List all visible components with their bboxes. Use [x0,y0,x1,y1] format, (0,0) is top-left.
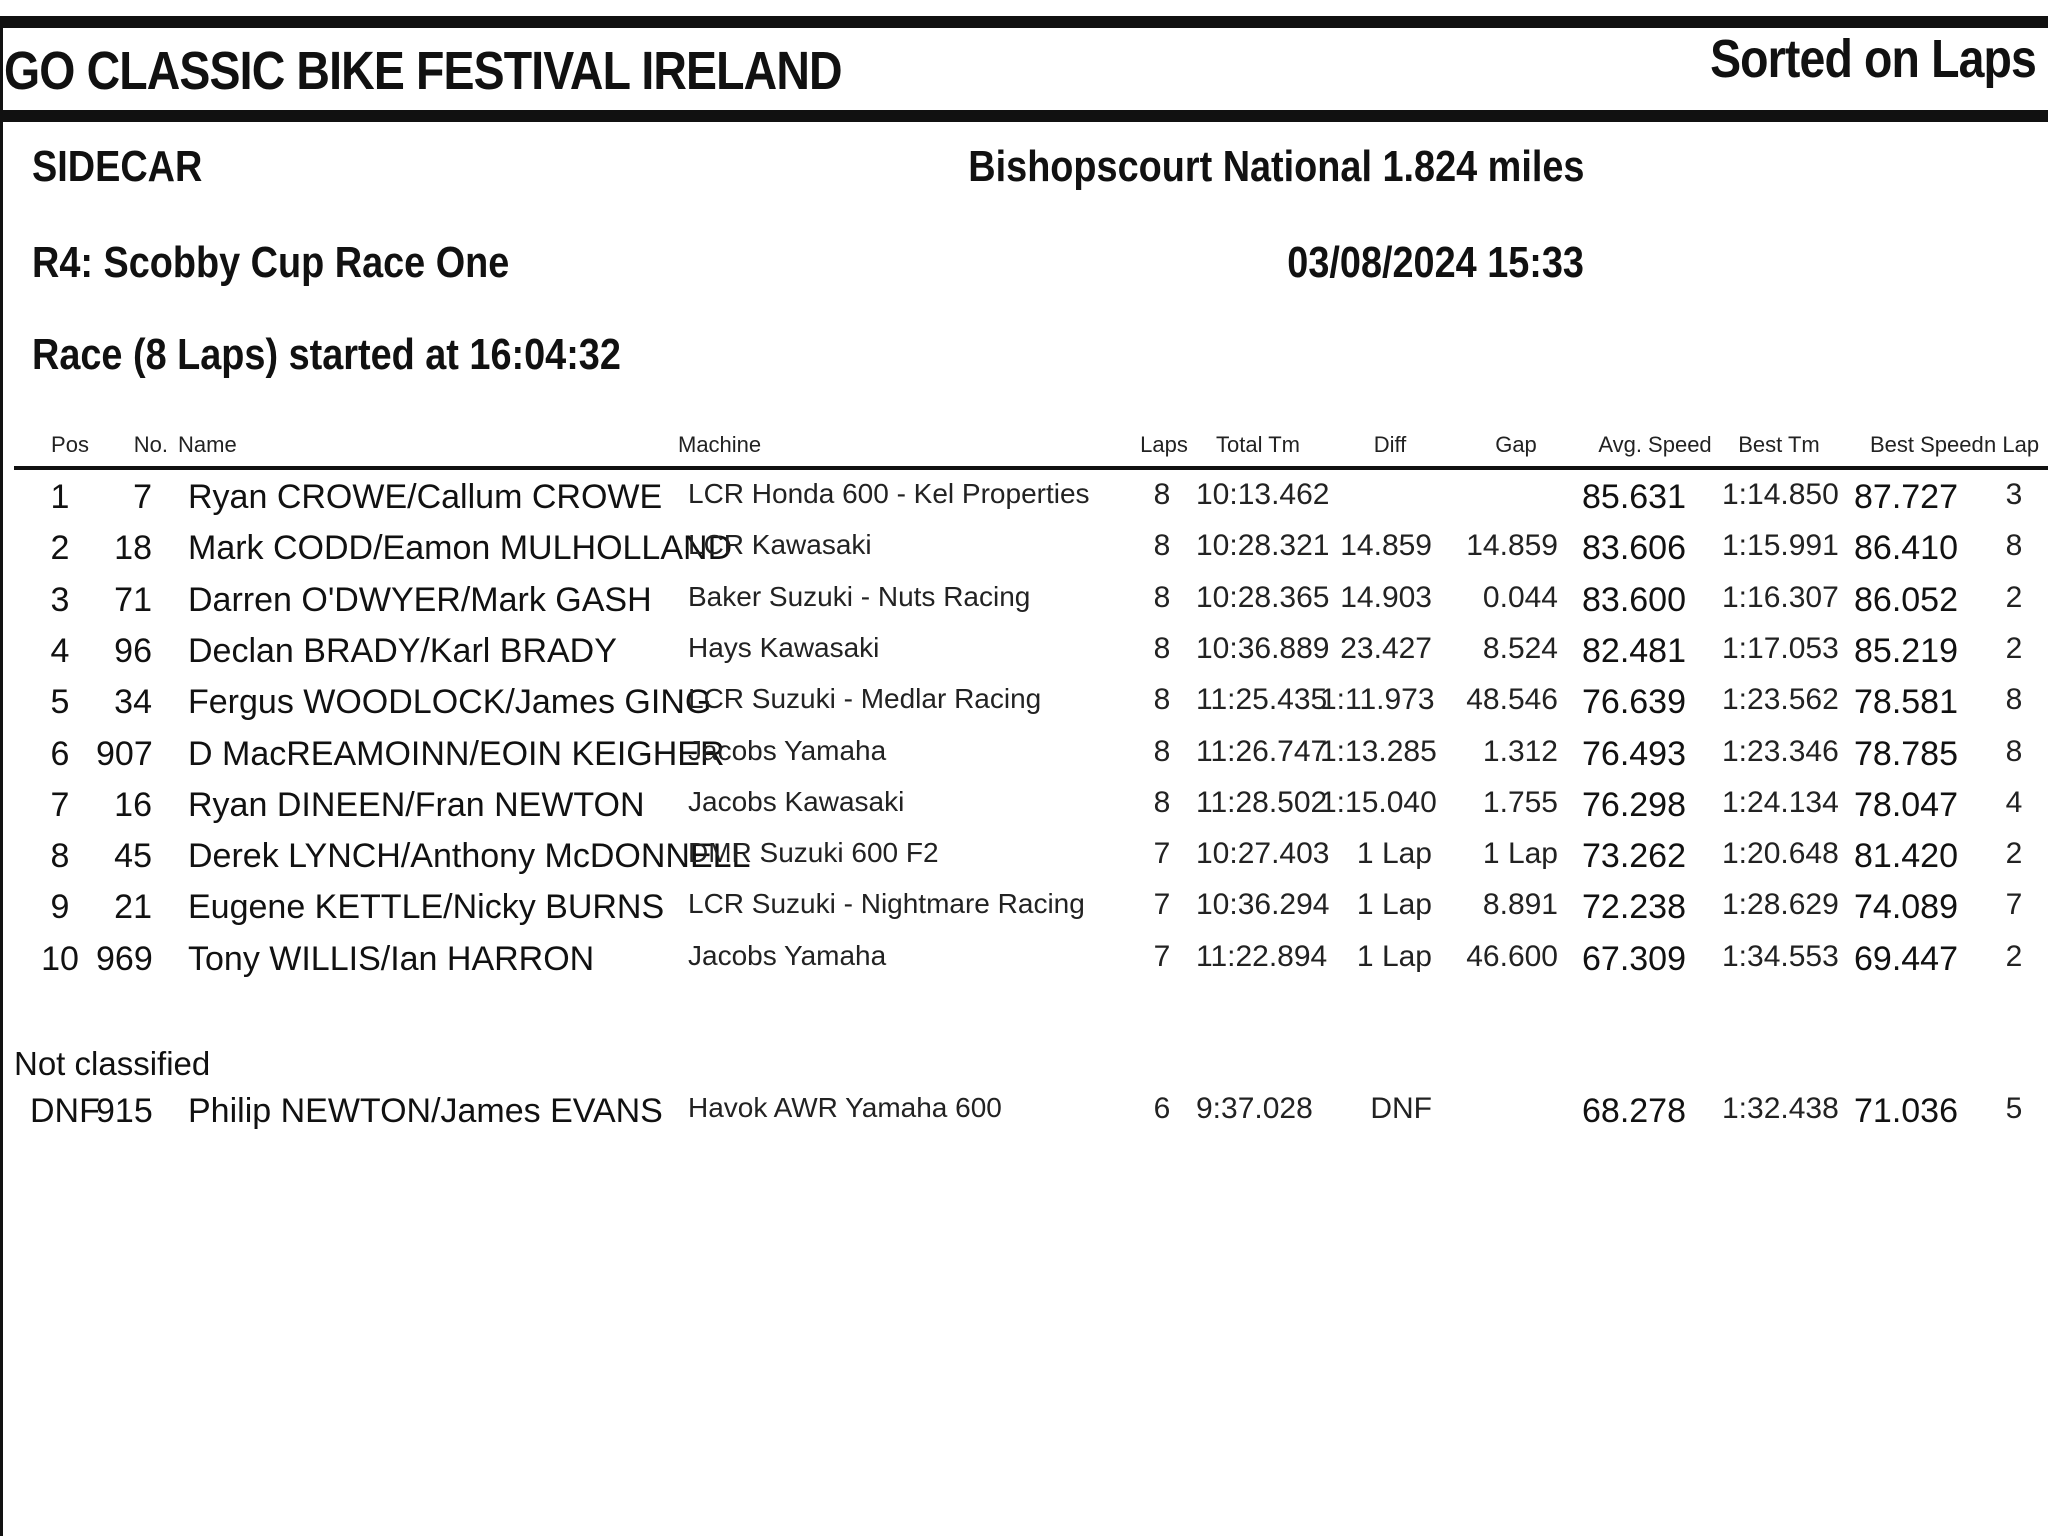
cell-total: 11:25.435 [1196,683,1328,717]
cell-no: 907 [96,734,153,773]
cell-best-speed: 69.447 [1854,939,1958,978]
cell-avg-speed: 73.262 [1582,837,1686,876]
col-best-speed: Best Speed [1870,432,1984,457]
cell-no: 16 [114,785,152,824]
cell-diff: 1:13.285 [1320,734,1437,768]
table-row [0,478,2048,528]
cell-machine: Baker Suzuki - Nuts Racing [688,580,1031,612]
cell-gap: 48.546 [1466,683,1558,717]
cell-on-lap: 2 [2005,631,2023,665]
cell-best-time: 1:23.562 [1722,683,1839,717]
cell-avg-speed: 82.481 [1582,631,1686,670]
cell-machine: Jacobs Yamaha [688,734,887,766]
cell-best-speed: 78.785 [1854,734,1958,773]
cell-pos: 2 [50,529,70,568]
cell-laps: 8 [1153,734,1171,768]
cell-avg-speed: 76.639 [1582,683,1686,722]
cell-best-time: 1:23.346 [1722,734,1839,768]
cell-diff: DNF [1370,1092,1432,1125]
cell-best-speed: 86.410 [1854,529,1958,568]
sort-label: Sorted on Laps [1710,29,2036,89]
cell-gap: 46.600 [1466,939,1558,973]
cell-name: Fergus WOODLOCK/James GING [188,683,712,722]
table-row [0,529,2048,579]
cell-name: Ryan CROWE/Callum CROWE [188,478,663,516]
cell-best-time: 1:32.438 [1722,1092,1839,1125]
cell-name: Philip NEWTON/James EVANS [188,1092,663,1130]
cell-pos: 8 [50,837,70,876]
table-row [0,735,2048,785]
cell-on-lap: 8 [2005,529,2023,563]
cell-avg-speed: 76.298 [1582,785,1686,824]
cell-no: 71 [114,580,152,619]
cell-avg-speed: 83.606 [1582,529,1686,568]
cell-laps: 8 [1153,478,1171,511]
col-name: Name [178,432,237,457]
cell-pos: DNF [30,1092,100,1130]
cell-no: 21 [114,888,152,927]
cell-no: 34 [114,683,152,722]
cell-laps: 7 [1153,939,1171,973]
cell-gap: 0.044 [1482,580,1558,614]
circuit-info: Bishopscourt National 1.824 miles [967,142,1584,191]
cell-laps: 6 [1153,1092,1171,1125]
col-on-lap: n Lap [1984,432,2040,457]
cell-name: Ryan DINEEN/Fran NEWTON [188,785,645,824]
cell-machine: DMR Suzuki 600 F2 [688,837,939,869]
col-diff: Diff [1373,432,1407,457]
cell-on-lap: 2 [2005,837,2023,871]
cell-name: D MacREAMOINN/EOIN KEIGHER [188,734,725,773]
table-row [0,1092,2048,1142]
cell-total: 11:26.747 [1196,734,1328,768]
cell-best-time: 1:24.134 [1722,785,1839,819]
cell-no: 915 [96,1092,153,1130]
cell-pos: 9 [50,888,70,927]
col-avg-speed: Avg. Speed [1598,432,1712,457]
cell-best-time: 1:17.053 [1722,631,1839,665]
cell-on-lap: 5 [2005,1092,2023,1125]
cell-machine: LCR Suzuki - Medlar Racing [688,683,1042,715]
cell-on-lap: 4 [2005,785,2023,819]
cell-total: 11:22.894 [1196,939,1328,973]
cell-name: Declan BRADY/Karl BRADY [188,631,617,670]
table-row [0,786,2048,836]
cell-total: 9:37.028 [1196,1092,1313,1125]
cell-laps: 8 [1153,529,1171,563]
cell-best-speed: 85.219 [1854,631,1958,670]
cell-machine: LCR Honda 600 - Kel Properties [688,478,1090,509]
cell-no: 96 [114,631,152,670]
cell-total: 10:36.294 [1196,888,1330,922]
cell-total: 11:28.502 [1196,785,1328,819]
cell-best-time: 1:20.648 [1722,837,1839,871]
cell-best-speed: 78.047 [1854,785,1958,824]
col-best-time: Best Tm [1738,432,1820,457]
cell-on-lap: 8 [2005,734,2023,768]
cell-avg-speed: 68.278 [1582,1092,1686,1130]
race-name: R4: Scobby Cup Race One [32,238,510,287]
table-row [0,581,2048,631]
cell-avg-speed: 83.600 [1582,580,1686,619]
col-pos: Pos [51,432,89,457]
column-header-rule [14,466,2048,470]
cell-best-speed: 87.727 [1854,478,1958,516]
cell-name: Tony WILLIS/Ian HARRON [188,939,595,978]
table-row [0,837,2048,887]
cell-total: 10:28.321 [1196,529,1330,563]
cell-laps: 8 [1153,785,1171,819]
race-class: SIDECAR [32,142,203,191]
cell-pos: 4 [50,631,70,670]
cell-on-lap: 2 [2005,580,2023,614]
cell-no: 18 [114,529,152,568]
cell-name: Darren O'DWYER/Mark GASH [188,580,652,619]
col-total: Total Tm [1216,432,1300,457]
cell-machine: Jacobs Kawasaki [688,785,905,817]
table-row [0,632,2048,682]
cell-avg-speed: 67.309 [1582,939,1686,978]
col-no: No. [133,432,168,457]
cell-diff: 1 Lap [1356,888,1432,922]
cell-gap: 8.891 [1482,888,1558,922]
cell-machine: Hays Kawasaki [688,631,880,663]
cell-diff: 1 Lap [1356,837,1432,871]
cell-best-speed: 71.036 [1854,1092,1958,1130]
table-row [0,683,2048,733]
cell-pos: 1 [50,478,70,516]
cell-gap: 1 Lap [1482,837,1558,871]
cell-laps: 8 [1153,683,1171,717]
cell-best-time: 1:15.991 [1722,529,1839,563]
cell-name: Mark CODD/Eamon MULHOLLAND [188,529,733,568]
race-datetime: 03/08/2024 15:33 [1287,238,1584,287]
cell-pos: 3 [50,580,70,619]
cell-best-speed: 74.089 [1854,888,1958,927]
cell-pos: 5 [50,683,70,722]
cell-on-lap: 7 [2005,888,2023,922]
column-header-row [0,432,2048,466]
cell-machine: LCR Suzuki - Nightmare Racing [688,888,1085,920]
cell-machine: Havok AWR Yamaha 600 [688,1092,1002,1123]
cell-best-time: 1:16.307 [1722,580,1839,614]
top-rule [0,16,2048,28]
cell-best-speed: 81.420 [1854,837,1958,876]
table-row [0,940,2048,990]
cell-total: 10:36.889 [1196,631,1330,665]
cell-name: Derek LYNCH/Anthony McDONNELL [188,837,751,876]
race-start-info: Race (8 Laps) started at 16:04:32 [32,330,621,379]
cell-no: 969 [96,939,153,978]
cell-pos: 7 [50,785,70,824]
not-classified-label: Not classified [14,1045,211,1082]
col-machine: Machine [678,432,762,457]
cell-no: 7 [133,478,152,516]
cell-diff: 1 Lap [1356,939,1432,973]
cell-best-time: 1:34.553 [1722,939,1839,973]
cell-diff: 1:11.973 [1320,683,1435,717]
cell-no: 45 [114,837,152,876]
cell-pos: 6 [50,734,70,773]
cell-diff: 14.859 [1340,529,1432,563]
cell-machine: LCR Kawasaki [688,529,872,561]
cell-on-lap: 8 [2005,683,2023,717]
cell-machine: Jacobs Yamaha [688,939,887,971]
cell-avg-speed: 72.238 [1582,888,1686,927]
cell-diff: 23.427 [1340,631,1432,665]
event-title: GO CLASSIC BIKE FESTIVAL IRELAND [4,41,842,101]
cell-pos: 10 [41,939,79,978]
cell-best-speed: 86.052 [1854,580,1958,619]
cell-diff: 1:15.040 [1320,785,1437,819]
cell-total: 10:28.365 [1196,580,1330,614]
cell-total: 10:27.403 [1196,837,1330,871]
cell-diff: 14.903 [1340,580,1432,614]
cell-laps: 7 [1153,837,1171,871]
cell-gap: 14.859 [1466,529,1558,563]
cell-gap: 8.524 [1482,631,1558,665]
header-rule [0,110,2048,122]
cell-total: 10:13.462 [1196,478,1330,511]
col-gap: Gap [1495,432,1537,457]
cell-laps: 7 [1153,888,1171,922]
cell-best-speed: 78.581 [1854,683,1958,722]
cell-on-lap: 2 [2005,939,2023,973]
cell-avg-speed: 85.631 [1582,478,1686,516]
cell-name: Eugene KETTLE/Nicky BURNS [188,888,665,927]
cell-laps: 8 [1153,580,1171,614]
cell-gap: 1.755 [1482,785,1558,819]
cell-laps: 8 [1153,631,1171,665]
cell-best-time: 1:28.629 [1722,888,1839,922]
cell-avg-speed: 76.493 [1582,734,1686,773]
col-laps: Laps [1140,432,1188,457]
table-row [0,888,2048,938]
cell-on-lap: 3 [2005,478,2023,511]
cell-gap: 1.312 [1482,734,1558,768]
cell-best-time: 1:14.850 [1722,478,1839,511]
